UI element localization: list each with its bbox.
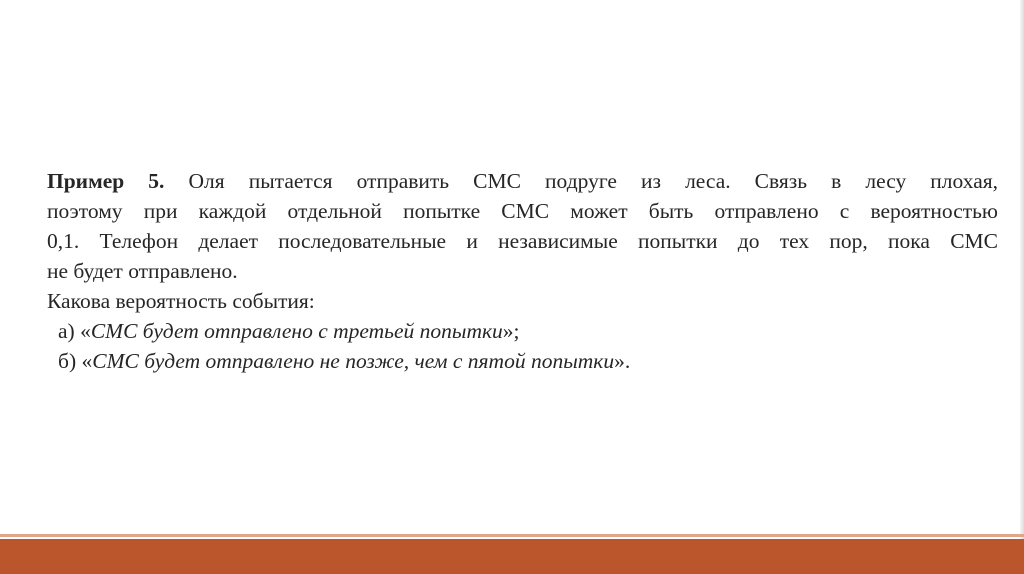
- item-a: [47, 316, 998, 346]
- footer-accent-line: [0, 534, 1024, 537]
- example-text-block: [47, 166, 998, 376]
- slide-edge-shadow: [1020, 0, 1024, 574]
- example-line-3: 0,1. Телефон делает последовательные и независимые попытки до тех пор, пока СМС: [47, 229, 998, 253]
- item-a-prefix: а) «: [58, 319, 91, 343]
- example-line-2: поэтому при каждой отдельной попытке СМС может быть отправлено с вероятностью: [47, 199, 998, 223]
- item-b-prefix: б) «: [58, 349, 93, 373]
- question-text: Какова вероятность события:: [47, 289, 315, 313]
- item-a-text: СМС будет отправлено с третьей попытки: [90, 319, 503, 343]
- footer-bar: [0, 539, 1024, 574]
- example-line-4: не будет отправлено.: [47, 259, 238, 283]
- item-a-suffix: »;: [502, 319, 520, 343]
- item-b-suffix: ».: [614, 349, 631, 373]
- item-b: [47, 346, 998, 376]
- example-heading: Пример 5.: [47, 169, 165, 193]
- example-line-1: [47, 166, 998, 196]
- item-b-text: СМС будет отправлено не позже, чем с пятой попытки: [92, 349, 615, 373]
- example-line-1-text: Оля пытается отправить СМС подруге из леса. Связь в лесу плохая,: [188, 169, 998, 193]
